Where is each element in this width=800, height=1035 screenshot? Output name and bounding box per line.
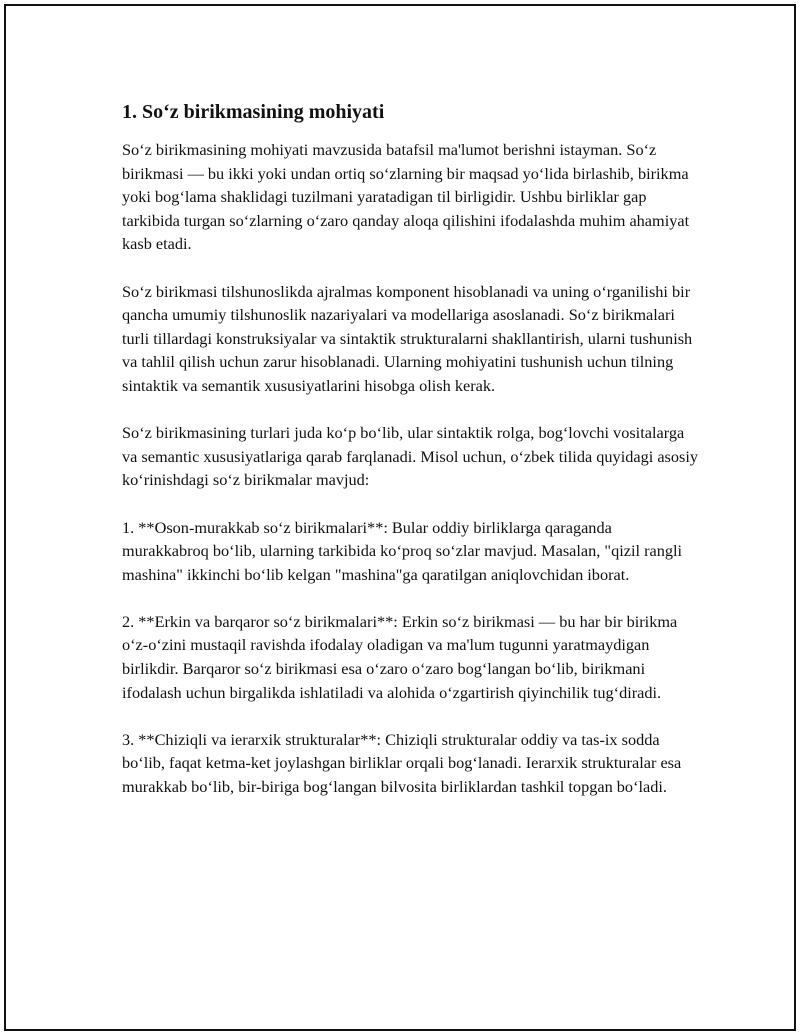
paragraph-types: So‘z birikmasining turlari juda ko‘p bo‘lib, ular sintaktik rolga, bog‘lovchi vositalarga va semantic xususiyatlariga qarab farqlanadi. Misol uchun, o‘zbek tilida quyidagi asosiy ko‘rinishdagi so‘z birikmalar mavjud: [122,423,699,490]
section-heading: 1. So‘z birikmasining mohiyati [122,101,385,123]
document-body [122,98,702,822]
page-frame [4,4,796,1031]
paragraph-linguistics: So‘z birikmasi tilshunoslikda ajralmas komponent hisoblanadi va uning o‘rganilishi bir qancha umumiy tilshunoslik nazariyalari va modellariga asoslanadi. So‘z birikmalari turli tillardagi konstruksiyalar va sintaktik strukturalarni shakllantirish, ularni tushunish va tahlil qilish uchun zarur hisoblanadi. Ularning mohiyatini tushunish uchun tilning sintaktik va semantik xususiyatlarini hisobga olish kerak. [122,281,693,395]
paragraph-intro: So‘z birikmasining mohiyati mavzusida batafsil ma'lumot berishni istayman. So‘z birikmasi — bu ikki yoki undan ortiq so‘zlarning bir maqsad yo‘lida birlashib, birikma yoki bog‘lama shaklidagi tuzilmani yaratadigan til birligidir. Ushbu birliklar gap tarkibida turgan so‘zlarning o‘zaro qanday aloqa qilishini ifodalashda muhim ahamiyat kasb etadi. [122,140,690,254]
list-item-2: 2. **Erkin va barqaror so‘z birikmalari**: Erkin so‘z birikmasi — bu har bir birikma o‘z-o‘zini mustaqil ravishda ifodalay oladigan va ma'lum tugunni yaratmaydigan birlikdir. Barqaror so‘z birikmasi esa o‘zaro o‘zaro bog‘langan bo‘lib, birikmani ifodalash uchun birgalikda ishlatiladi va alohida o‘zgartirish qiyinchilik tug‘diradi. [122,611,678,702]
list-item-1: 1. **Oson-murakkab so‘z birikmalari**: Bular oddiy birliklarga qaraganda murakkabroq bo‘lib, ularning tarkibida ko‘proq so‘zlar mavjud. Masalan, "qizil rangli mashina" ikkinchi bo‘lib kelgan "mashina"ga qaratilgan aniqlovchidan iborat. [122,517,683,584]
list-item-3: 3. **Chiziqli va ierarxik strukturalar**: Chiziqli strukturalar oddiy va tas-ix sodda bo‘lib, faqat ketma-ket joylashgan birliklar orqali bog‘lanadi. Ierarxik strukturalar esa murakkab bo‘lib, bir-biriga bog‘langan bilvosita birliklardan tashkil topgan bo‘ladi. [122,729,682,797]
